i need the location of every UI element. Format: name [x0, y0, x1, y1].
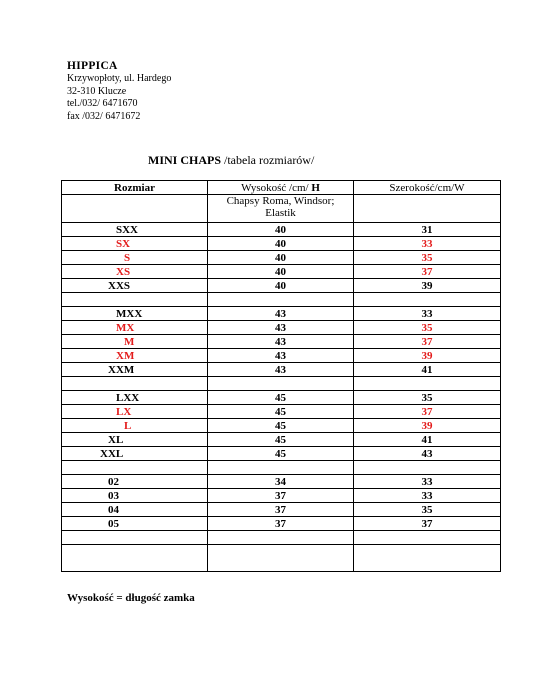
size-label: SX [62, 237, 208, 251]
empty-cell [354, 545, 501, 572]
table-row [62, 363, 501, 377]
size-label: LXX [62, 391, 208, 405]
document-title [148, 153, 314, 168]
company-header [67, 59, 171, 123]
height-value: 43 [208, 363, 354, 377]
column-header-width: Szerokość/cm/W [354, 181, 501, 195]
size-label: XM [62, 349, 208, 363]
size-label: 04 [62, 503, 208, 517]
spacer-row [62, 461, 501, 475]
title-product: MINI CHAPS [148, 153, 222, 167]
size-label: S [62, 251, 208, 265]
width-value: 33 [354, 475, 501, 489]
size-label: MXX [62, 307, 208, 321]
height-value: 43 [208, 349, 354, 363]
empty-cell [354, 461, 501, 475]
width-value: 41 [354, 363, 501, 377]
empty-cell [208, 461, 354, 475]
size-label: MX [62, 321, 208, 335]
width-value: 43 [354, 447, 501, 461]
spacer-row [62, 377, 501, 391]
empty-cell [62, 293, 208, 307]
table-row [62, 321, 501, 335]
empty-cell [62, 377, 208, 391]
width-value: 39 [354, 419, 501, 433]
footer-note [67, 592, 195, 604]
empty-cell [354, 531, 501, 545]
height-value: 40 [208, 265, 354, 279]
width-value: 37 [354, 335, 501, 349]
width-value: 37 [354, 405, 501, 419]
width-value: 35 [354, 251, 501, 265]
width-value: 31 [354, 223, 501, 237]
table-row [62, 475, 501, 489]
address-line-1: Krzywopłoty, ul. Hardego [67, 73, 172, 84]
product-variants: Chapsy Roma, Windsor; Elastik [208, 195, 354, 223]
width-value: 37 [354, 265, 501, 279]
height-value: 40 [208, 223, 354, 237]
width-value: 39 [354, 279, 501, 293]
height-value: 43 [208, 321, 354, 335]
empty-cell [208, 377, 354, 391]
empty-row [62, 545, 501, 572]
height-value: 37 [208, 503, 354, 517]
size-label: 03 [62, 489, 208, 503]
subheader-row [62, 195, 501, 223]
width-value: 41 [354, 433, 501, 447]
height-header-letter: H [311, 181, 320, 194]
column-header-size: Rozmiar [62, 181, 208, 195]
size-label: XXM [62, 363, 208, 377]
size-label: XS [62, 265, 208, 279]
empty-cell [354, 293, 501, 307]
empty-cell [62, 195, 208, 223]
width-value: 37 [354, 517, 501, 531]
width-value: 33 [354, 307, 501, 321]
height-value: 45 [208, 391, 354, 405]
table-row [62, 265, 501, 279]
table-row [62, 489, 501, 503]
empty-cell [208, 293, 354, 307]
height-value: 45 [208, 405, 354, 419]
height-value: 37 [208, 489, 354, 503]
company-name: HIPPICA [67, 60, 118, 72]
table-row [62, 517, 501, 531]
size-table [61, 180, 501, 572]
table-row [62, 237, 501, 251]
width-value: 35 [354, 321, 501, 335]
empty-cell [62, 545, 208, 572]
spacer-row [62, 293, 501, 307]
table-row [62, 447, 501, 461]
height-value: 45 [208, 447, 354, 461]
width-value: 39 [354, 349, 501, 363]
table-row [62, 335, 501, 349]
empty-row [62, 531, 501, 545]
width-value: 35 [354, 391, 501, 405]
size-label: M [62, 335, 208, 349]
address-line-2: 32-310 Klucze [67, 85, 127, 97]
table-row [62, 419, 501, 433]
height-value: 34 [208, 475, 354, 489]
empty-cell [208, 545, 354, 572]
size-label: XXL [62, 447, 208, 461]
height-value: 37 [208, 517, 354, 531]
width-value: 33 [354, 489, 501, 503]
footer-note-text: Wysokość = długość zamka [67, 592, 195, 604]
width-value: 33 [354, 237, 501, 251]
phone-number: tel./032/ 6471670 [67, 98, 138, 109]
size-label: LX [62, 405, 208, 419]
size-label: 05 [62, 517, 208, 531]
table-row [62, 433, 501, 447]
height-value: 40 [208, 279, 354, 293]
fax-number: fax /032/ 6471672 [67, 110, 141, 122]
table-header-row [62, 181, 501, 195]
height-value: 45 [208, 419, 354, 433]
height-value: 40 [208, 237, 354, 251]
height-value: 43 [208, 307, 354, 321]
empty-cell [354, 195, 501, 223]
empty-cell [354, 377, 501, 391]
empty-cell [208, 531, 354, 545]
height-header-text: Wysokość /cm/ [241, 181, 312, 194]
title-subtitle: /tabela rozmiarów/ [221, 153, 315, 167]
table-row [62, 349, 501, 363]
size-label: L [62, 419, 208, 433]
height-value: 45 [208, 433, 354, 447]
width-value: 35 [354, 503, 501, 517]
table-row [62, 405, 501, 419]
height-value: 43 [208, 335, 354, 349]
size-label: XXS [62, 279, 208, 293]
size-label: 02 [62, 475, 208, 489]
empty-cell [62, 461, 208, 475]
height-value: 40 [208, 251, 354, 265]
table-row [62, 391, 501, 405]
table-row [62, 279, 501, 293]
table-row [62, 223, 501, 237]
table-body [62, 195, 501, 572]
column-header-height [208, 181, 354, 195]
empty-cell [62, 531, 208, 545]
table-row [62, 251, 501, 265]
size-label: XL [62, 433, 208, 447]
size-label: SXX [62, 223, 208, 237]
table-row [62, 503, 501, 517]
table-row [62, 307, 501, 321]
